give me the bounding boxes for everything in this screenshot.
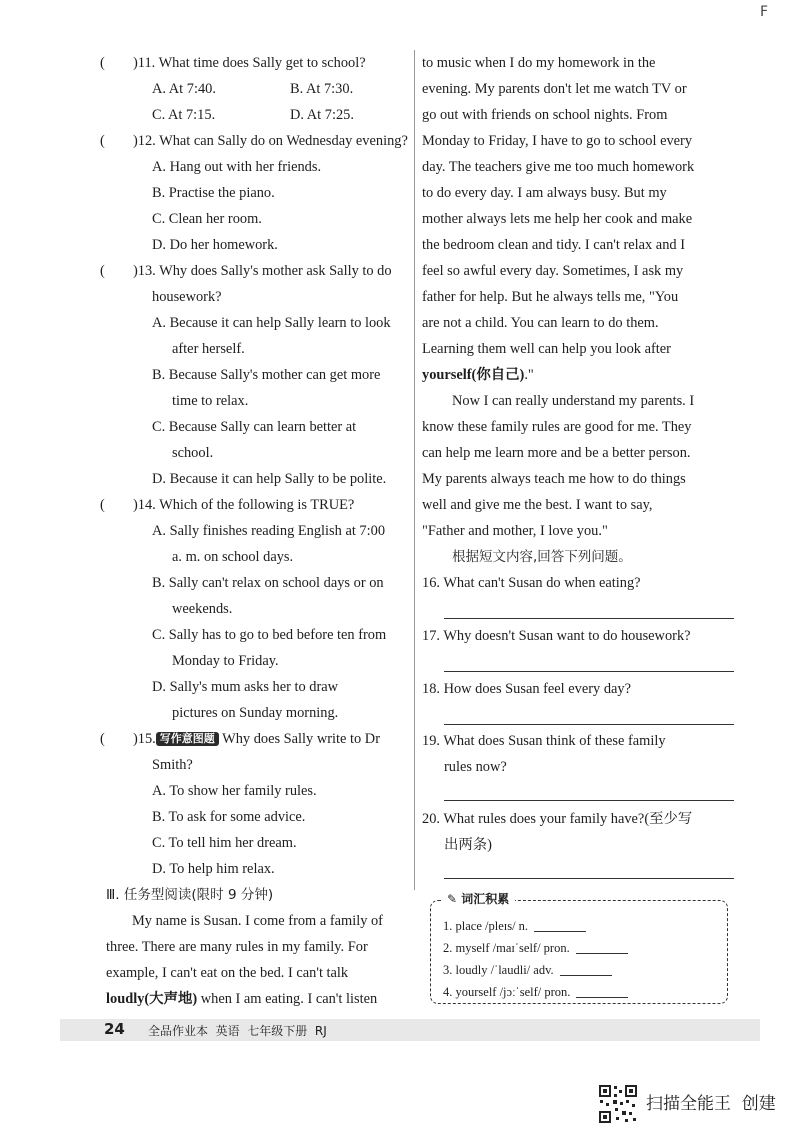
passage-line-2: three. There are many rules in my family. For	[106, 939, 368, 955]
vocabulary-title: ✎ 词汇积累	[441, 890, 515, 907]
question-16: 16. What can't Susan do when eating?	[422, 575, 641, 591]
passage-line-18: Now I can really understand my parents. I	[452, 393, 695, 409]
answer-line-17[interactable]	[444, 671, 734, 672]
question-17: 17. Why doesn't Susan want to do housework?	[422, 628, 691, 644]
passage-line-22: well and give me the best. I want to say,	[422, 497, 653, 513]
vocab-blank-3[interactable]	[560, 963, 612, 976]
column-divider	[414, 50, 415, 890]
vocab-blank-1[interactable]	[534, 919, 586, 932]
answer-line-16[interactable]	[444, 618, 734, 619]
passage-line-13: feel so awful every day. Sometimes, I ask my	[422, 263, 684, 279]
q14-option-d: D. Sally's mum asks her to draw	[152, 679, 339, 695]
q11-option-d: D. At 7:25.	[290, 107, 354, 123]
q13-option-c: C. Because Sally can learn better at	[152, 419, 357, 435]
q12-option-b: B. Practise the piano.	[152, 185, 275, 201]
passage-line-10: to do every day. I am always busy. But my	[422, 185, 667, 201]
corner-mark: F	[760, 4, 769, 20]
qr-code-icon	[598, 1084, 638, 1124]
q13-option-d: D. Because it can help Sally to be polite.	[152, 471, 387, 487]
passage-line-23: "Father and mother, I love you."	[422, 523, 608, 539]
vocab-item-4: 4. yourself /jɔːˈself/ pron.	[443, 983, 628, 1001]
question-12-stem: ( )12. What can Sally do on Wednesday evening?	[100, 133, 408, 149]
q15-option-d: D. To help him relax.	[152, 861, 275, 877]
vocab-item-2: 2. myself /maɪˈself/ pron.	[443, 939, 628, 957]
question-14-stem: ( )14. Which of the following is TRUE?	[100, 497, 355, 513]
question-19-cont: rules now?	[444, 759, 507, 775]
passage-line-1: My name is Susan. I come from a family of	[132, 913, 383, 929]
question-13-stem-cont: housework?	[152, 289, 222, 305]
vocab-item-1: 1. place /pleɪs/ n.	[443, 917, 586, 935]
q14-option-b-cont: weekends.	[172, 601, 233, 617]
q15-option-a: A. To show her family rules.	[152, 783, 317, 799]
passage-line-15: are not a child. You can learn to do them.	[422, 315, 659, 331]
passage-line-8: Monday to Friday, I have to go to school every	[422, 133, 693, 149]
question-15-stem: ( )15. 写作意图题 Why does Sally write to Dr	[100, 731, 380, 747]
task-instruction: 根据短文内容,回答下列问题。	[452, 549, 632, 565]
q12-option-d: D. Do her homework.	[152, 237, 278, 253]
q13-option-a: A. Because it can help Sally learn to look	[152, 315, 391, 331]
passage-line-7: go out with friends on school nights. From	[422, 107, 668, 123]
vocab-item-3: 3. loudly /ˈlaudli/ adv.	[443, 961, 612, 979]
question-15-stem-cont: Smith?	[152, 757, 193, 773]
passage-line-9: day. The teachers give me too much homework	[422, 159, 695, 175]
footer-book-title: 全品作业本 英语 七年级下册 RJ	[148, 1024, 327, 1038]
q13-option-a-cont: after herself.	[172, 341, 245, 357]
q11-option-b: B. At 7:30.	[290, 81, 354, 97]
answer-line-18[interactable]	[444, 724, 734, 725]
passage-line-14: father for help. But he always tells me, "You	[422, 289, 679, 305]
q15-option-b: B. To ask for some advice.	[152, 809, 306, 825]
q14-option-a: A. Sally finishes reading English at 7:00	[152, 523, 386, 539]
q14-option-c-cont: Monday to Friday.	[172, 653, 279, 669]
page-number: 24	[104, 1020, 125, 1038]
passage-line-11: mother always lets me help her cook and make	[422, 211, 693, 227]
q14-option-c: C. Sally has to go to bed before ten from	[152, 627, 387, 643]
passage-line-5: to music when I do my homework in the	[422, 55, 656, 71]
question-11-stem: ( )11. What time does Sally get to school?	[100, 55, 366, 71]
q14-option-b: B. Sally can't relax on school days or on	[152, 575, 384, 591]
q11-option-a: A. At 7:40.	[152, 81, 216, 97]
q14-option-d-cont: pictures on Sunday morning.	[172, 705, 339, 721]
answer-line-20[interactable]	[444, 878, 734, 879]
q12-option-c: C. Clean her room.	[152, 211, 262, 227]
question-19: 19. What does Susan think of these family	[422, 733, 666, 749]
question-18: 18. How does Susan feel every day?	[422, 681, 632, 697]
q11-option-c: C. At 7:15.	[152, 107, 216, 123]
question-20-cont: 出两条)	[444, 837, 492, 853]
passage-line-21: My parents always teach me how to do things	[422, 471, 686, 487]
q13-option-c-cont: school.	[172, 445, 214, 461]
passage-line-20: can help me learn more and be a better person.	[422, 445, 691, 461]
q15-option-c: C. To tell him her dream.	[152, 835, 297, 851]
question-13-stem: ( )13. Why does Sally's mother ask Sally to do	[100, 263, 392, 279]
passage-line-19: know these family rules are good for me. They	[422, 419, 692, 435]
scanner-watermark: 扫描全能王 创建	[646, 1094, 776, 1114]
vocab-blank-2[interactable]	[576, 941, 628, 954]
passage-line-6: evening. My parents don't let me watch TV or	[422, 81, 687, 97]
passage-line-12: the bedroom clean and tidy. I can't relax and I	[422, 237, 685, 253]
question-20: 20. What rules does your family have?(至少写	[422, 811, 693, 827]
section-3-heading: Ⅲ. 任务型阅读(限时 9 分钟)	[106, 887, 274, 903]
passage-line-17: yourself(你自己)."	[422, 367, 534, 383]
q13-option-b-cont: time to relax.	[172, 393, 249, 409]
q12-option-a: A. Hang out with her friends.	[152, 159, 322, 175]
q14-option-a-cont: a. m. on school days.	[172, 549, 294, 565]
writing-intent-badge: 写作意图题	[156, 732, 219, 746]
passage-line-16: Learning them well can help you look after	[422, 341, 671, 357]
vocabulary-box	[430, 892, 728, 1004]
passage-line-4: loudly(大声地) when I am eating. I can't listen	[106, 991, 378, 1007]
vocab-blank-4[interactable]	[576, 985, 628, 998]
q13-option-b: B. Because Sally's mother can get more	[152, 367, 381, 383]
passage-line-3: example, I can't eat on the bed. I can't talk	[106, 965, 349, 981]
answer-line-19[interactable]	[444, 800, 734, 801]
